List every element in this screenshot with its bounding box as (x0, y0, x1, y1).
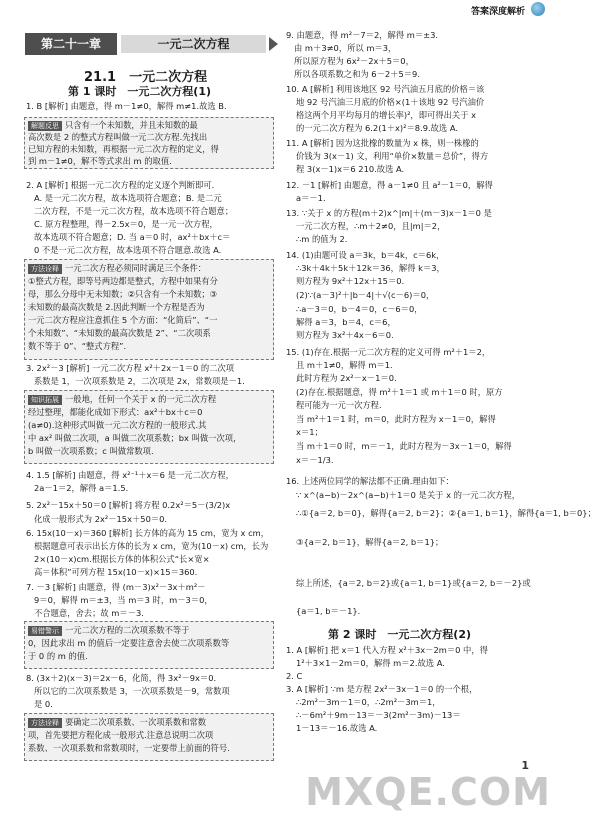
answer-line: x＝1； (296, 427, 323, 437)
note-line: 高次数是 2 的整式方程叫做一元二次方程.先找出 (28, 132, 208, 142)
watermark: MXQE.COM (305, 770, 551, 814)
note-line: 未知数的最高次数是 2.因此判断一个方程是否为 (28, 302, 205, 312)
answer-line: A. 是一元二次方程，故本选项符合题意；B. 是二元 (34, 193, 222, 203)
answer-line: ∴a－3＝0，b－4＝0，c－6＝0， (296, 304, 423, 314)
page-header (0, 0, 565, 22)
answer-line: ∵ x^(a−b)－2x^(a−b)＋1＝0 是关于 x 的一元二次方程， (296, 490, 521, 500)
answer-line: 2×(10－x)cm.根据长方体的体积公式“长×宽× (34, 554, 210, 564)
answer-line: 的一元二次方程为 6.2(1＋x)²＝8.9.故选 A. (296, 123, 459, 133)
answer-line: 综上所述，{a＝2, b＝2}或{a＝1, b＝1}或{a＝2, b＝－2}或 (296, 578, 531, 588)
chapter-banner (25, 33, 275, 55)
answer-line: 所以原方程为 6x²－2x＋5＝0， (294, 56, 414, 66)
note-line: 项，首先要把方程化成一般形式.注意总说明二次项 (28, 730, 214, 740)
answer-line: ∴－6m²＋9m－13＝－3(2m²－3m)－13＝ (296, 710, 461, 720)
note-line: 于 0 的 m 的值. (28, 651, 88, 661)
tag-reflection: 解题反思 (28, 121, 62, 131)
note-line: 一元二次方程的二次项系数不等于 (65, 625, 190, 635)
answer-line: 当 m＋1＝0 时，m＝－1，此时方程为－3x－1＝0，解得 (296, 441, 512, 451)
answer-line: 由 m＋3≠0，所以 m＝3， (294, 43, 397, 53)
note-line: 经过整理，都能化成如下形式：ax²＋bx＋c＝0 (28, 407, 203, 417)
answer-line: 解得 a＝3，b＝4，c＝6， (296, 317, 396, 327)
answer-line: 根据题意可表示出长方体的长为 x cm，宽为(10－x) cm，长为 (34, 541, 269, 551)
answer-11: 11. A [解析] 因为这批橡的数量为 x 株，则一株橡的 (286, 138, 479, 148)
answer-line: 程 3(x－1)x＝6 210.故选 A. (296, 164, 405, 174)
answer-line: 9＝0，解得 m＝±3，当 m＝3 时，m－3＝0， (34, 595, 213, 605)
answer-2-2: 2. C (286, 671, 303, 681)
answer-line: 系数是 1，一次项系数是 2，二次项是 2x，常数项是－1. (34, 376, 245, 386)
answer-6: 6. 15x(10－x)＝360 [解析] 长方体的高为 15 cm，宽为 x cm， (26, 528, 270, 538)
section-title: 21.1 一元二次方程 (84, 70, 208, 85)
answer-line: 格这两个月平均每月的增长率)²，即可得出关于 x (296, 110, 477, 120)
answer-12: 12. －1 [解析] 由题意，得 a－1≠0 且 a²－1＝0，解得 (286, 180, 493, 190)
answer-7: 7. －3 [解析] 由题意，得 (m－3)x²－3x＋m²－ (26, 582, 206, 592)
answer-line: 2a－1＝2，解得 a＝1.5. (34, 483, 129, 493)
note-line: 一般地，任何一个关于 x 的一元二次方程 (65, 394, 217, 404)
answer-1: 1. B [解析] 由题意，得 m－1≠0，解得 m≠1.故选 B. (26, 101, 227, 111)
answer-14: 14. (1)由题可设 a＝3k，b＝4k，c＝6k， (286, 250, 445, 260)
answer-line: 1²＋3×1－2m＝0，解得 m＝2.故选 A. (296, 658, 445, 668)
note-line: 个未知数”、“未知数的最高次数是 2”、“二次项系 (28, 328, 211, 338)
note-line: b 叫做一次项系数；c 叫做常数项. (28, 446, 154, 456)
header-label: 答案深度解析 (470, 7, 525, 17)
lesson-title-2: 第 2 课时 一元二次方程(2) (328, 628, 472, 641)
answer-line: ③{a＝2, b＝1}，解得{a＝2, b＝1}； (296, 537, 444, 547)
chapter-title: 一元二次方程 (121, 35, 266, 53)
note-line: 一元二次方程应注意抓住 5 个方面：“化简后”、“一 (28, 315, 218, 325)
answer-5: 5. 2x²－15x＋50＝0 [解析] 将方程 0.2x²＝5－(3/2)x (26, 500, 231, 510)
answer-line: 一元二次方程，∴m＋2≠0，且|m|＝2， (296, 221, 446, 231)
answer-line: 故本选项不符合题意；D. 当 a＝0 时，ax²＋bx＋c＝ (34, 232, 231, 242)
note-line: 母，那么分母中无未知数；②只含有一个未知数；③ (28, 289, 218, 299)
answer-13: 13. ∵关于 x 的方程(m＋2)x^|m|＋(m－3)x－1＝0 是 (286, 208, 492, 218)
answer-line: 是 0. (34, 699, 53, 709)
brand-logo-icon (531, 2, 545, 16)
answer-2-1: 1. A [解析] 把 x＝1 代入方程 x²＋3x－2m＝0 中，得 (286, 645, 488, 655)
answer-9: 9. 由题意，得 m²－7＝2，解得 m＝±3. (286, 30, 439, 40)
answer-10: 10. A [解析] 利用该地区 92 号汽油五月底的价格＝该 (286, 84, 485, 94)
answer-line: ∴3k＋4k＋5k＋12k＝36，解得 k＝3， (296, 263, 445, 273)
note-line: 中 ax² 叫做二次项，a 叫做二次项系数；bx 叫做一次项， (28, 433, 242, 443)
answer-line: {a＝1, b＝－1}. (296, 606, 361, 616)
answer-line: 此时方程为 2x²－x－1＝0. (296, 373, 397, 383)
answer-line: 1－13＝－16.故选 A. (296, 723, 378, 733)
answer-line: x＝－1/3. (296, 455, 334, 465)
answer-line: 且 m＋1≠0，解得 m＝1. (296, 360, 393, 370)
answer-line: 则方程为 9x²＋12x＋15＝0. (296, 276, 405, 286)
answer-line: 化成一般形式为 2x²－15x＋50＝0. (34, 514, 168, 524)
answer-line: 则方程为 3x²＋4x－6＝0. (296, 330, 394, 340)
note-line: 要确定二次项系数、一次项系数和常数 (65, 717, 207, 727)
answer-line: ∴m 的值为 2. (296, 234, 348, 244)
note-line: 系数、一次项系数和常数项时，一定要带上前面的符号. (28, 743, 230, 753)
answer-3: 3. 2x²－3 [解析] 一元二次方程 x²＋2x－1＝0 的二次项 (26, 363, 235, 373)
page-number: 1 (521, 759, 529, 772)
answer-line: 价钱为 3(x－1) 文，利用“单价×数量＝总价”，得方 (296, 151, 489, 161)
lesson-title-1: 第 1 课时 一元二次方程(1) (68, 85, 212, 98)
chapter-number: 第二十一章 (25, 33, 117, 55)
answer-line: C. 原方程整理，得－2.5x＝0，是一元一次方程， (34, 219, 218, 229)
answer-line: 程可能为一元一次方程. (296, 400, 382, 410)
note-line: 0，因此求出 m 的值后一定要注意舍去使二次项系数等 (28, 638, 230, 648)
note-line: 只含有一个未知数，并且未知数的最 (65, 120, 198, 130)
answer-8: 8. (3x＋2)(x－3)＝2x－6，化简，得 3x²－9x＝0. (26, 673, 217, 683)
note-line: 一元二次方程必须同时满足三个条件： (65, 263, 207, 273)
answer-line: 高＝体积”可列方程 15x(10－x)×15＝360. (34, 567, 198, 577)
tag-method: 方法诠释 (28, 264, 62, 274)
answer-line: (2)∵(a－3)²＋|b－4|＋√(c－6)＝0， (296, 290, 435, 300)
tag-warning: 易错警示 (28, 626, 62, 636)
tag-method: 方法诠释 (28, 718, 62, 728)
note-line: ①整式方程，即等号两边都是整式，方程中如果有分 (28, 276, 218, 286)
tag-knowledge: 知识拓展 (28, 395, 62, 405)
answer-line: ∴2m²－3m－1＝0，∴2m²－3m＝1， (296, 697, 441, 707)
answer-line: 不合题意，舍去；故 m＝－3. (34, 608, 144, 618)
answer-line: 地 92 号汽油三月底的价格×(1＋该地 92 号汽油价 (296, 97, 485, 107)
note-line: 到 m－1≠0，解不等式求出 m 的取值. (28, 156, 172, 166)
note-line: (a≠0).这种形式叫做一元二次方程的一般形式.其 (28, 420, 207, 430)
answer-2: 2. A [解析] 根据一元二次方程的定义逐个判断即可. (26, 180, 215, 190)
answer-line: 当 m²＋1＝1 时，m＝0，此时方程为 x－1＝0，解得 (296, 414, 496, 424)
note-line: 已知方程的未知数，再根据一元二次方程的定义，得 (28, 144, 219, 154)
answer-line: a＝－1. (296, 193, 326, 203)
answer-line: ∴①{a＝2, b＝0}，解得{a＝2, b＝2}；②{a＝1, b＝1}，解得{a＝1, b＝0}； (296, 508, 596, 518)
answer-line: (2)存在.根据题意，得 m²＋1＝1 或 m＋1＝0 时，原方 (296, 387, 503, 397)
answer-2-3: 3. A [解析] ∵m 是方程 2x²－3x－1＝0 的一个根， (286, 684, 478, 694)
answer-line: 所以它的二次项系数是 3，一次项系数是－9，常数项 (34, 686, 230, 696)
answer-line: 所以各项系数之和为 6－2＋5＝9. (294, 69, 420, 79)
chevron-right-icon (269, 37, 278, 51)
note-line: 数不等于 0”、“整式方程”. (28, 341, 127, 351)
answer-16: 16. 上述两位同学的解法都不正确.理由如下： (286, 476, 454, 486)
answer-line: 二次方程，不是一元二次方程，故本选项不符合题意； (34, 206, 234, 216)
answer-15: 15. (1)存在.根据一元二次方程的定义可得 m²＋1＝2， (286, 347, 491, 357)
answer-4: 4. 1.5 [解析] 由题意，得 x²⁻¹＋x＝6 是一元二次方程， (26, 470, 234, 480)
answer-line: 0 不是一元二次方程，故本选项不符合题意.故选 A. (34, 245, 222, 255)
